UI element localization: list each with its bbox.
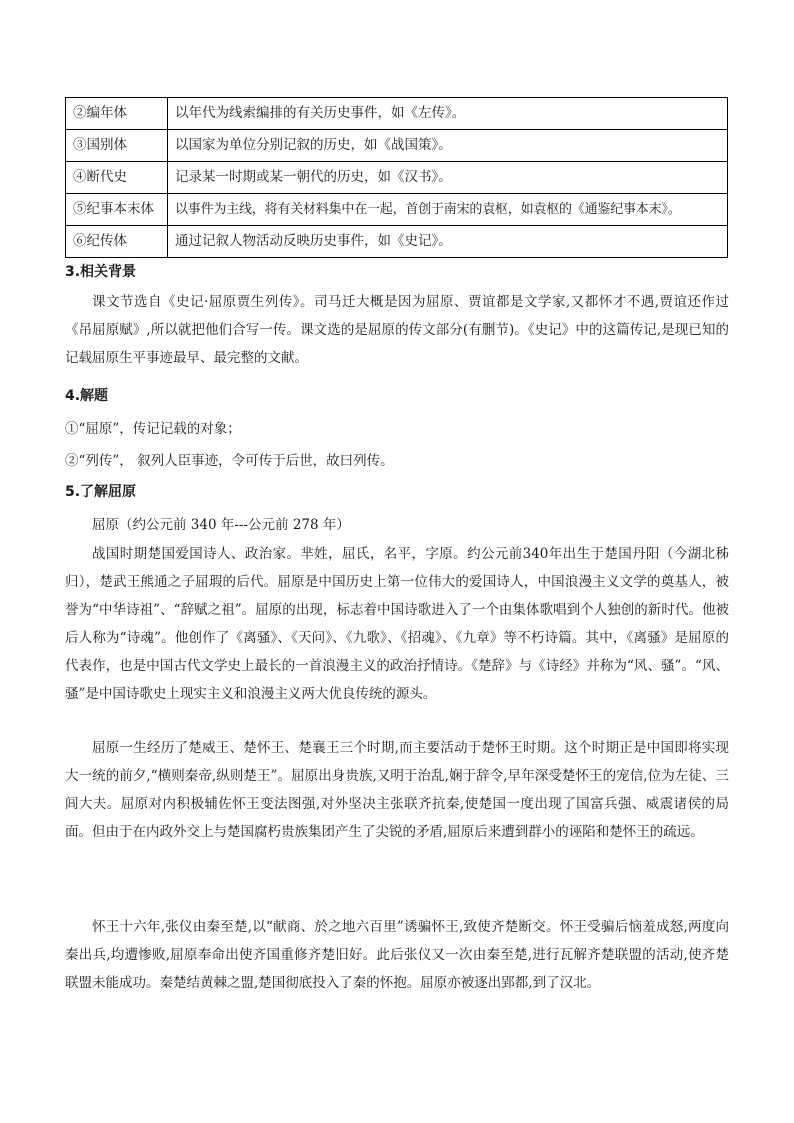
table-row <box>66 162 728 194</box>
genre-description: 以国家为单位分别记叙的历史，如《战国策》。 <box>168 130 728 162</box>
title-explanation-line: ①“屈原”，传记记载的对象； <box>65 421 241 437</box>
genre-table <box>65 97 728 258</box>
title-explanation-line: ②“列传”， 叙列人臣事迹，令可传于后世，故曰列传。 <box>65 453 394 469</box>
quyuan-paragraph: 屈原一生经历了楚威王、楚怀王、楚襄王三个时期,而主要活动于楚怀王时期。这个时期正是中国即将实现大一统的前夕,“横则秦帝,纵则楚王”。屈原出身贵族,又明于治乱,娴于辞令,早年深受楚怀王的宠信,位为左徒、三闾大夫。屈原对内积极辅佐怀王变法图强,对外坚决主张联齐抗秦,使楚国一度出现了国富兵强、威震诸侯的局面。但由于在内政外交上与楚国腐朽贵族集团产生了尖锐的矛盾,屈原后来遭到群小的诬陷和楚怀王的疏远。 <box>65 740 729 840</box>
genre-description: 以事件为主线，将有关材料集中在一起，首创于南宋的袁枢，如袁枢的《通鉴纪事本末》。 <box>168 194 728 226</box>
quyuan-paragraph: 战国时期楚国爱国诗人、政治家。芈姓，屈氏，名平，字原。约公元前340年出生于楚国丹阳（今湖北秭归），楚武王熊通之子屈瑕的后代。屈原是中国历史上第一位伟大的爱国诗人，中国浪漫主义文学的奠基人，被誉为“中华诗祖”、“辞赋之祖”。屈原的出现，标志着中国诗歌进入了一个由集体歌唱到个人独创的新时代。他被后人称为“诗魂”。他创作了《离骚》、《天问》、《九歌》、《招魂》、《九章》等不朽诗篇。其中，《离骚》是屈原的代表作，也是中国古代文学史上最长的一首浪漫主义的政治抒情诗。《楚辞》与《诗经》并称为“风、骚”。“风、骚”是中国诗歌史上现实主义和浪漫主义两大优良传统的源头。 <box>65 546 729 702</box>
genre-description: 记录某一时期或某一朝代的历史，如《汉书》。 <box>168 162 728 194</box>
genre-name: ⑤纪事本末体 <box>66 194 168 226</box>
table-row <box>66 194 728 226</box>
genre-description: 通过记叙人物活动反映历史事件，如《史记》。 <box>168 226 728 258</box>
section-title-title-explanation: 4.解题 <box>65 388 109 404</box>
genre-name: ③国别体 <box>66 130 168 162</box>
quyuan-dates: 屈原（约公元前 340 年---公元前 278 年） <box>92 517 350 533</box>
genre-name: ④断代史 <box>66 162 168 194</box>
background-paragraph: 课文节选自《史记·屈原贾生列传》。司马迁大概是因为屈原、贾谊都是文学家,又都怀才不遇,贾谊还作过《吊屈原赋》,所以就把他们合写一传。课文选的是屈原的传文部分(有删节)。《史记》中的这篇传记,是现已知的记载屈原生平事迹最早、最完整的文献。 <box>65 294 729 366</box>
quyuan-paragraph: 怀王十六年,张仪由秦至楚,以“献商、於之地六百里”诱骗怀王,致使齐楚断交。怀王受骗后恼羞成怒,两度向秦出兵,均遭惨败,屈原奉命出使齐国重修齐楚旧好。此后张仪又一次由秦至楚,进行瓦解齐楚联盟的活动,使齐楚联盟未能成功。秦楚结黄棘之盟,楚国彻底投入了秦的怀抱。屈原亦被逐出郢都,到了汉北。 <box>65 919 729 991</box>
table-row <box>66 130 728 162</box>
genre-description: 以年代为线索编排的有关历史事件，如《左传》。 <box>168 98 728 130</box>
section-title-background: 3.相关背景 <box>65 264 137 280</box>
section-title-about-quyuan: 5.了解屈原 <box>65 484 137 500</box>
genre-name: ⑥纪传体 <box>66 226 168 258</box>
table-row <box>66 98 728 130</box>
genre-name: ②编年体 <box>66 98 168 130</box>
table-row <box>66 226 728 258</box>
